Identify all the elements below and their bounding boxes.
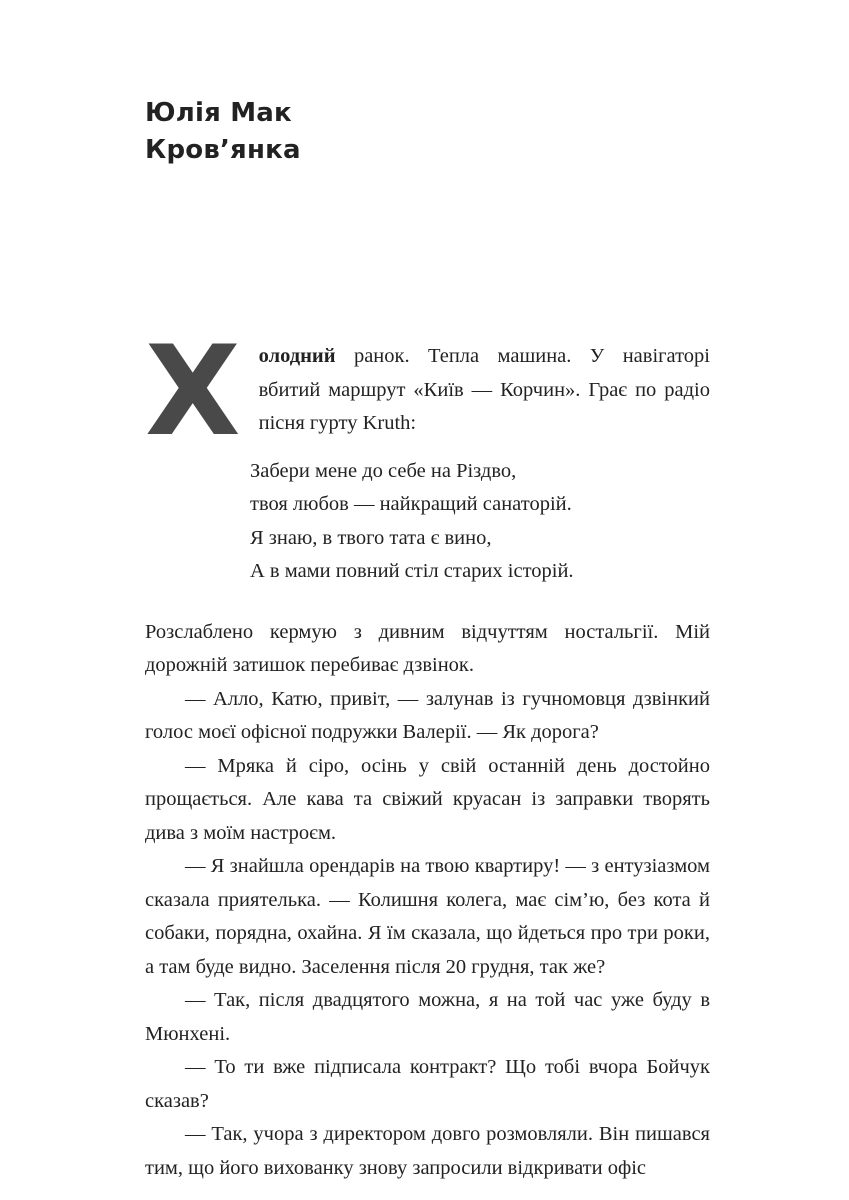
opening-paragraph: [145, 320, 710, 464]
body-paragraph: — Так, учора з директором довго розмовляли. Він пишався тим, що його вихованку знову запросили відкривати офіс: [145, 1123, 710, 1179]
book-title: Кров’янка: [145, 135, 301, 165]
verse-block: [250, 455, 710, 589]
verse-line: Я знаю, в твого тата є вино,: [250, 526, 492, 549]
body-paragraph: — То ти вже підписала контракт? Що тобі вчора Бойчук сказав?: [145, 1056, 710, 1112]
verse-line: Забери мене до себе на Різдво,: [250, 459, 517, 482]
verse-line: А в мами повний стіл старих історій.: [250, 560, 574, 582]
body-paragraph: — Мряка й сіро, осінь у свій останній день достойно прощається. Але кава та свіжий круасан із заправки творять дива з моїм настроєм.: [145, 754, 710, 844]
body-paragraph: — Так, після двадцятого можна, я на той час уже буду в Мюнхені.: [145, 989, 710, 1045]
body-paragraph: — Я знайшла орендарів на твою квартиру! — з ентузіазмом сказала приятелька. — Колишня колега, має сім’ю, без кота й собаки, порядна, охайна. Я їм сказала, що йдеться про три роки, а там буде видно. Заселення після 20 грудня, так же?: [145, 855, 710, 978]
body-paragraph: — Алло, Катю, привіт, — залунав із гучномовця дзвінкий голос моєї офісної подружки Валерії. — Як дорога?: [145, 687, 710, 743]
body-paragraph: Розслаблено кермую з дивним відчуттям ностальгії. Мій дорожній затишок перебиває дзвінок.: [145, 620, 710, 676]
dropcap-letter: Х: [145, 320, 241, 464]
verse-line: твоя любов — найкращий санаторій.: [250, 493, 572, 515]
page-header: [145, 95, 710, 169]
opening-text: ранок. Тепла машина. У навігаторі вбитий маршрут «Київ — Корчин». Грає по радіо пісня гурту Kruth:: [258, 345, 710, 434]
author-name: Юлія Мак: [145, 98, 292, 128]
opening-bold-word: олодний: [258, 345, 336, 367]
page-text: [145, 320, 710, 1185]
